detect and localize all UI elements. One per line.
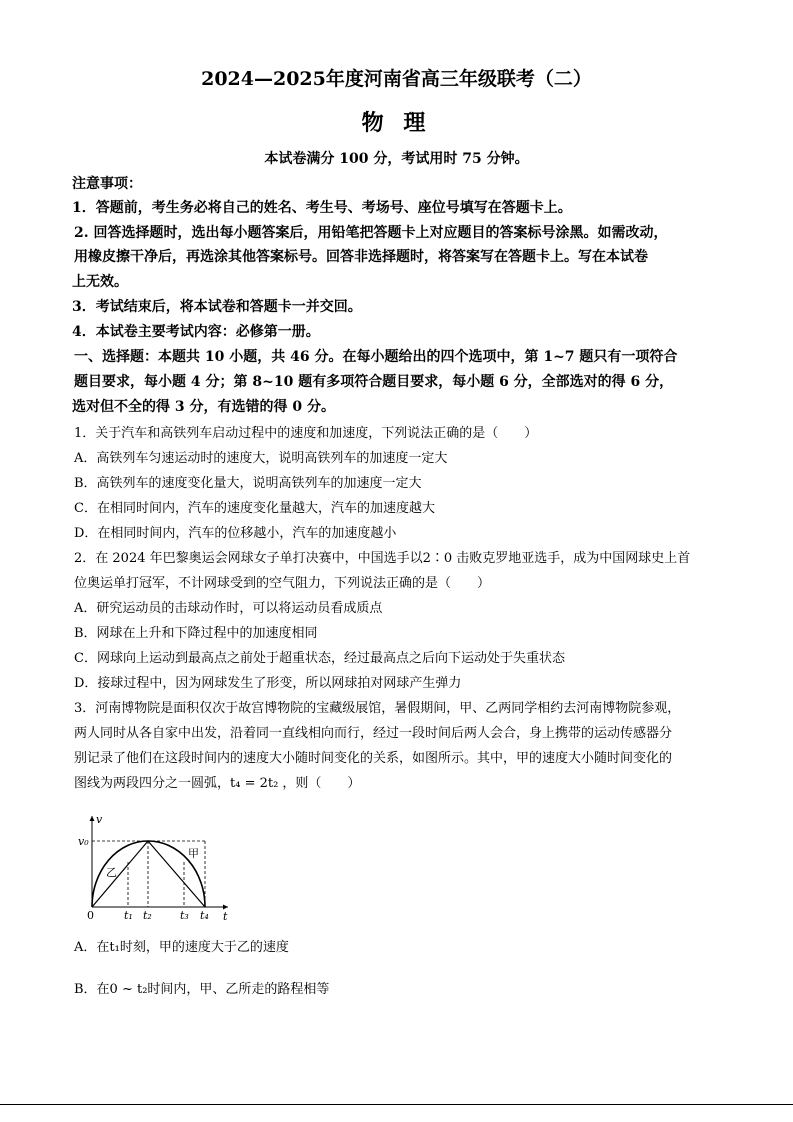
tick-label-t3: t₃ [180, 909, 189, 922]
axis-label-t: t [223, 910, 228, 922]
v-axis-arrow [90, 816, 95, 821]
tick-label-t4: t₄ [200, 909, 209, 922]
section-instructions: 题目要求，每小题 4 分；第 8~10 题有多项符合题目要求，每小题 6 分，全部选对的得 6 分， [74, 374, 674, 390]
t-axis-arrow [223, 905, 228, 910]
vt-graph-figure [78, 812, 238, 926]
question-3-option-a: A．在t₁时刻，甲的速度大于乙的速度 [74, 940, 289, 955]
note-item: 上无效。 [72, 274, 128, 290]
note-item: 2. 回答选择题时，选出每小题答案后，用铅笔把答题卡上对应题目的答案标号涂黑。如需改动， [74, 225, 668, 241]
label-jia: 甲 [188, 847, 199, 860]
origin-label: 0 [87, 909, 94, 922]
note-item: 4．本试卷主要考试内容：必修第一册。 [72, 324, 320, 340]
note-item: 3．考试结束后，将本试卷和答题卡一并交回。 [72, 299, 362, 315]
question-1-option-c: C．在相同时间内，汽车的速度变化量越大，汽车的加速度越大 [74, 501, 435, 516]
question-2-stem: 2．在 2024 年巴黎奥运会网球女子单打决赛中，中国选手以2∶0 击败克罗地亚选手，成为中国网球史上首 [74, 551, 691, 566]
question-2-option-b: B．网球在上升和下降过程中的加速度相同 [74, 626, 318, 641]
question-2-option-c: C．网球向上运动到最高点之前处于超重状态，经过最高点之后向下运动处于失重状态 [74, 651, 565, 666]
exam-info: 本试卷满分 100 分，考试用时 75 分钟。 [264, 151, 529, 167]
question-1-option-d: D．在相同时间内，汽车的位移越小，汽车的加速度越小 [74, 526, 397, 541]
page-bottom-rule [0, 1104, 793, 1105]
tick-label-t2: t₂ [143, 909, 152, 922]
subject-title: 物 理 [361, 110, 432, 136]
question-3-stem: 图线为两段四分之一圆弧，t₄ = 2t₂ ，则（ ） [74, 776, 361, 791]
v0-label: v₀ [78, 835, 89, 848]
question-2-option-d: D．接球过程中，因为网球发生了形变，所以网球拍对网球产生弹力 [74, 676, 462, 691]
question-3-stem: 3．河南博物院是面积仅次于故宫博物院的宝藏级展馆，暑假期间，甲、乙两同学相约去河南博物院参观， [74, 701, 681, 716]
label-yi: 乙 [106, 866, 117, 879]
notes-heading: 注意事项： [72, 176, 142, 192]
tick-label-t1: t₁ [124, 909, 133, 922]
question-3-stem: 两人同时从各自家中出发，沿着同一直线相向而行，经过一段时间后两人会合，身上携带的运动传感器分 [74, 726, 673, 741]
question-1-stem: 1．关于汽车和高铁列车启动过程中的速度和加速度，下列说法正确的是（ ） [74, 426, 538, 441]
note-item: 1．答题前，考生务必将自己的姓名、考生号、考场号、座位号填写在答题卡上。 [72, 200, 572, 216]
question-1-option-b: B．高铁列车的速度变化量大，说明高铁列车的加速度一定大 [74, 476, 422, 491]
question-3-option-b: B．在0 ~ t₂时间内，甲、乙所走的路程相等 [74, 982, 330, 997]
note-item: 用橡皮擦干净后，再选涂其他答案标号。回答非选择题时，将答案写在答题卡上。写在本试卷 [74, 249, 648, 265]
section-instructions: 一、选择题：本题共 10 小题，共 46 分。在每小题给出的四个选项中，第 1~7 题只有一项符合 [74, 349, 678, 365]
exam-title: 2024—2025年度河南省高三年级联考（二） [201, 68, 592, 90]
question-2-stem: 位奥运单打冠军，不计网球受到的空气阻力，下列说法正确的是（ ） [74, 576, 491, 591]
question-1-option-a: A．高铁列车匀速运动时的速度大，说明高铁列车的加速度一定大 [74, 451, 448, 466]
question-3-stem: 别记录了他们在这段时间内的速度大小随时间变化的关系，如图所示。其中，甲的速度大小随时间变化的 [74, 751, 673, 766]
section-instructions: 选对但不全的得 3 分，有选错的得 0 分。 [72, 399, 335, 415]
axis-label-v: v [96, 813, 103, 826]
question-2-option-a: A．研究运动员的击球动作时，可以将运动员看成质点 [74, 601, 383, 616]
